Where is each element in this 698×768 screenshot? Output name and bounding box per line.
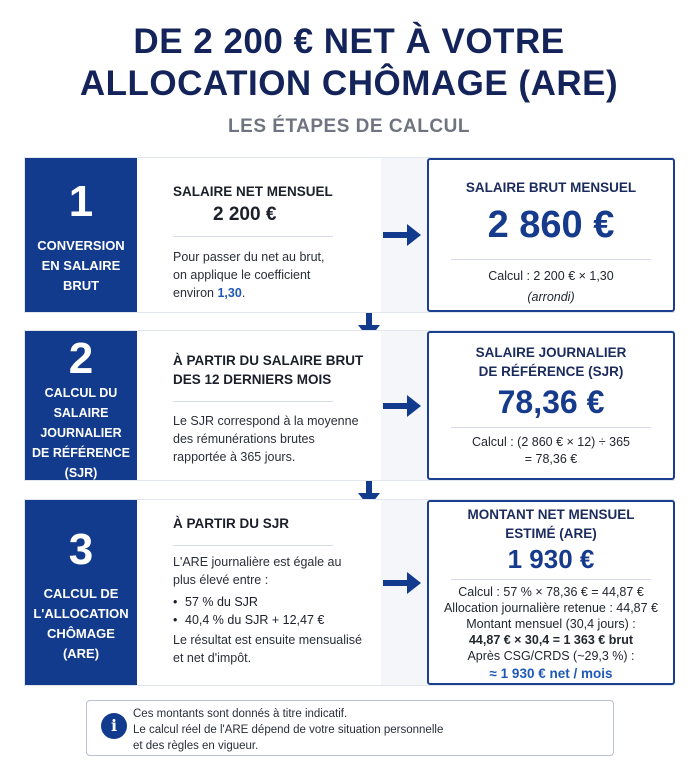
step-2-label: (SJR) (64, 466, 98, 480)
step-3-bullet-list (173, 593, 381, 629)
page-title-line-2: ALLOCATION CHÔMAGE (ARE) (79, 64, 619, 103)
step-3-description (137, 500, 381, 685)
step-3-result-box (427, 500, 675, 685)
divider (173, 401, 333, 402)
step-3-label: CHÔMAGE (47, 626, 115, 641)
list-item: • 40,4 % du SJR + 12,47 € (173, 611, 381, 629)
step-2-result-value: 78,36 € (497, 384, 605, 420)
step-1-result-note: (arrondi) (527, 290, 575, 304)
step-3-card (24, 499, 674, 686)
info-line: et des règles en vigueur. (133, 740, 259, 752)
coefficient-value: 1,30 (217, 286, 242, 300)
step-2-number: 2 (68, 334, 94, 383)
step-2-result-heading: DE RÉFÉRENCE (SJR) (478, 364, 624, 379)
divider (451, 259, 651, 260)
step-1-text-prefix: environ (173, 286, 218, 300)
step-1-label: CONVERSION (37, 238, 125, 253)
step-3-badge (25, 500, 137, 685)
step-1-text: on applique le coefficient (173, 268, 311, 282)
arrow-right-icon (383, 572, 421, 594)
step-3-label: L'ALLOCATION (33, 606, 129, 621)
step-1-number: 1 (68, 177, 94, 226)
info-line: Ces montants sont donnés à titre indicatif. (133, 708, 348, 720)
divider (451, 579, 651, 580)
step-1-card (24, 157, 674, 313)
step-3-label: (ARE) (62, 646, 100, 661)
step-3-result-line: Calcul : 57 % × 78,36 € = 44,87 € (458, 585, 644, 599)
divider (451, 427, 651, 428)
info-icon: i (101, 713, 127, 739)
step-2-card (24, 330, 674, 481)
step-3-label: CALCUL DE (43, 586, 119, 601)
arrow-right-icon (383, 224, 421, 246)
step-1-label: BRUT (62, 278, 100, 293)
step-1-description (137, 158, 381, 312)
step-1-text: Pour passer du net au brut, (173, 250, 325, 264)
step-3-result-heading: ESTIMÉ (ARE) (505, 526, 597, 541)
step-1-text-last (173, 284, 381, 302)
step-3-number: 3 (68, 525, 94, 574)
info-line: Le calcul réel de l'ARE dépend de votre situation personnelle (133, 724, 444, 736)
step-3-heading: À PARTIR DU SJR (173, 516, 290, 531)
step-3-result-value: 1 930 € (507, 544, 595, 574)
step-2-heading: DES 12 DERNIERS MOIS (173, 372, 332, 387)
step-2-result-heading: SALAIRE JOURNALIER (475, 345, 627, 360)
page-subtitle: LES ÉTAPES DE CALCUL (228, 116, 470, 137)
step-1-result-value: 2 860 € (487, 204, 615, 246)
step-3-result-line: Montant mensuel (30,4 jours) : (466, 617, 636, 631)
step-1-result-box (427, 158, 675, 312)
step-1-badge (25, 158, 137, 312)
arrow-right-icon (383, 395, 421, 417)
info-notice (86, 700, 614, 756)
divider (173, 545, 333, 546)
step-1-result-formula: Calcul : 2 200 € × 1,30 (488, 269, 614, 283)
step-2-text: Le SJR correspond à la moyenne (173, 414, 359, 428)
step-2-label: JOURNALIER (40, 426, 122, 440)
step-2-result-box (427, 331, 675, 480)
step-3-text: Le résultat est ensuite mensualisé (173, 633, 362, 647)
step-3-text: L'ARE journalière est égale au (173, 555, 342, 569)
step-3-result-final: ≈ 1 930 € net / mois (489, 666, 613, 681)
step-3-result-heading: MONTANT NET MENSUEL (467, 507, 635, 522)
step-1-result-heading: SALAIRE BRUT MENSUEL (465, 180, 637, 195)
list-item: • 57 % du SJR (173, 593, 381, 611)
step-2-result-formula: Calcul : (2 860 € × 12) ÷ 365 (472, 435, 630, 449)
step-3-result-line: 44,87 € × 30,4 = 1 363 € brut (468, 633, 633, 647)
step-2-result-formula: = 78,36 € (524, 452, 578, 466)
step-3-text: plus élevé entre : (173, 573, 269, 587)
step-1-heading: SALAIRE NET MENSUEL (173, 184, 333, 199)
step-1-text-suffix: . (241, 286, 246, 300)
step-3-result-line: Après CSG/CRDS (~29,3 %) : (467, 649, 635, 663)
step-2-text: des rémunérations brutes (173, 432, 315, 446)
step-3-text: et net d'impôt. (173, 651, 252, 665)
step-2-description (137, 331, 381, 480)
page-title-line-1: DE 2 200 € NET À VOTRE (133, 22, 565, 61)
step-1-amount: 2 200 € (213, 204, 277, 225)
step-2-label: CALCUL DU (44, 386, 118, 400)
step-2-label: DE RÉFÉRENCE (32, 446, 130, 460)
step-1-label: EN SALAIRE (41, 258, 121, 273)
step-2-label: SALAIRE (53, 406, 109, 420)
divider (173, 236, 333, 237)
step-2-heading: À PARTIR DU SALAIRE BRUT (173, 353, 364, 368)
step-3-result-line: Allocation journalière retenue : 44,87 € (443, 601, 659, 615)
step-2-text: rapportée à 365 jours. (173, 450, 296, 464)
step-2-badge (25, 331, 137, 480)
